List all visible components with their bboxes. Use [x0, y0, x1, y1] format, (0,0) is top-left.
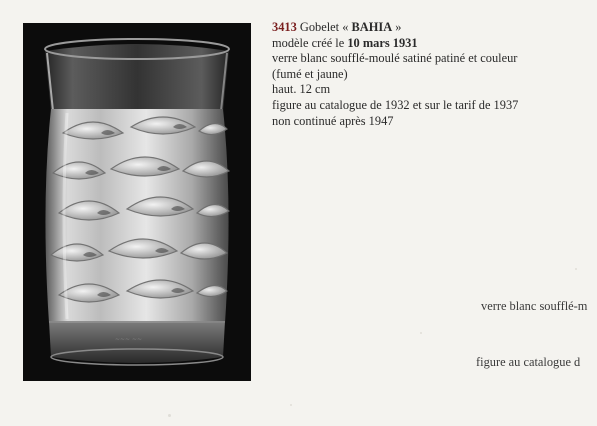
ghost-catalogue-fragment: figure au catalogue d	[476, 355, 581, 369]
material-line-2: (fumé et jaune)	[272, 66, 348, 81]
glass-tumbler-illustration	[23, 23, 251, 381]
material-line-1: verre blanc soufflé-moulé satiné patiné et couleur	[272, 51, 518, 66]
reference-number: 3413	[272, 20, 297, 34]
catalogue-line: figure au catalogue de 1932 et sur le tarif de 1937	[272, 97, 519, 112]
paper-speck	[420, 332, 422, 334]
created-prefix: modèle créé le	[272, 35, 345, 50]
discontinued-line: non continué après 1947	[272, 113, 394, 128]
object-type: Gobelet	[299, 20, 340, 34]
creation-date: 10 mars 1931	[347, 35, 418, 50]
quote-close: »	[395, 20, 402, 34]
product-photo	[23, 23, 251, 381]
catalogue-entry	[272, 20, 592, 129]
svg-text:~~~ ~~: ~~~ ~~	[115, 336, 143, 343]
creation-line	[272, 36, 592, 52]
entry-title-line	[272, 20, 592, 36]
ghost-material-fragment: verre blanc soufflé-m	[481, 299, 588, 313]
paper-speck	[290, 404, 292, 406]
height-line: haut. 12 cm	[272, 82, 331, 97]
paper-speck	[168, 414, 171, 417]
paper-speck	[575, 268, 577, 270]
quote-open: «	[342, 20, 349, 34]
model-name: BAHIA	[351, 20, 393, 34]
